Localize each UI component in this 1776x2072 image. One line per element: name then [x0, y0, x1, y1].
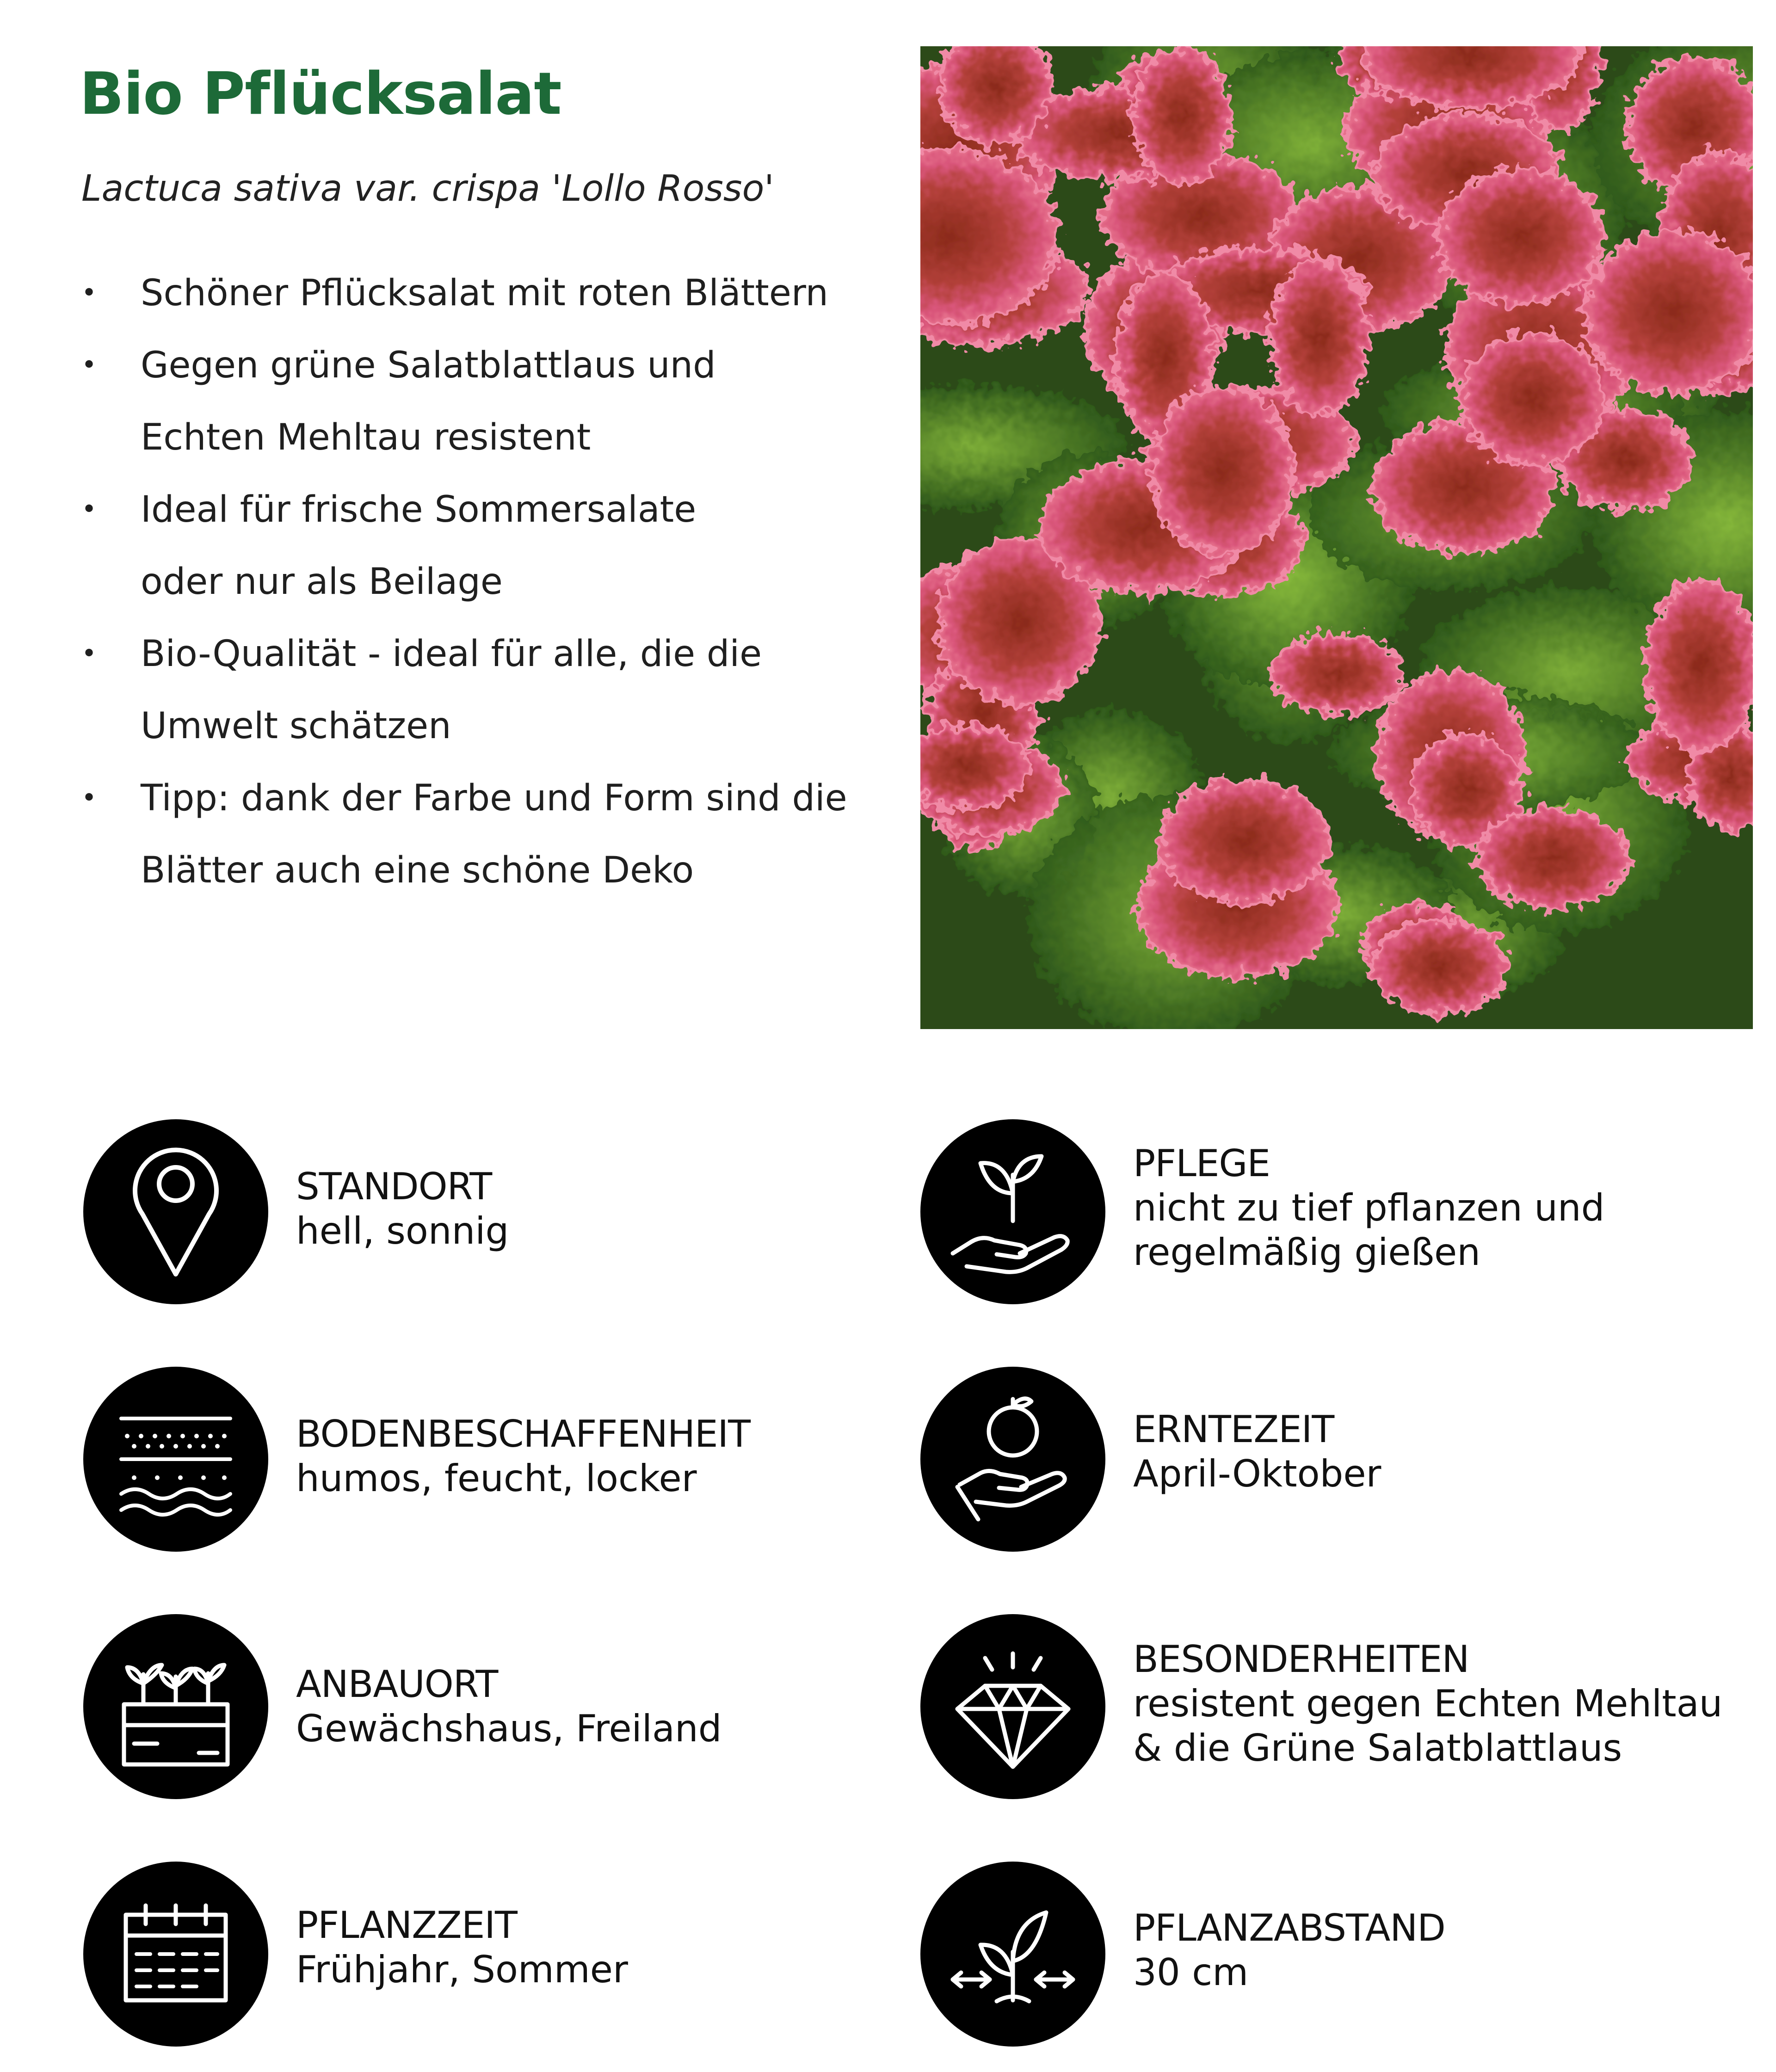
info-standort — [83, 1119, 870, 1304]
hand-fruit-icon — [920, 1367, 1105, 1552]
info-pflege — [920, 1119, 1753, 1304]
bullet-icon: • — [81, 783, 97, 813]
product-photo — [920, 46, 1753, 1029]
erntezeit-heading: ERNTEZEIT — [1133, 1408, 1334, 1451]
boden-value: humos, feucht, locker — [296, 1457, 697, 1500]
feature-item — [81, 762, 895, 906]
feature-text: Bio-Qualität - ideal für alle, die die — [141, 633, 762, 675]
info-besonderheiten — [920, 1614, 1753, 1799]
info-erntezeit — [920, 1367, 1753, 1552]
lettuce-red-leaf — [1438, 169, 1603, 305]
besonderheiten-heading: BESONDERHEITEN — [1133, 1638, 1469, 1681]
soil-layers-icon — [83, 1367, 268, 1552]
feature-item — [81, 257, 895, 329]
info-boden — [83, 1367, 870, 1552]
boden-heading: BODENBESCHAFFENHEIT — [296, 1412, 750, 1455]
feature-text: Tipp: dank der Farbe und Form sind die — [141, 777, 847, 819]
lettuce-red-leaf — [1271, 635, 1403, 714]
pflege-heading: PFLEGE — [1133, 1142, 1270, 1185]
info-anbauort — [83, 1614, 870, 1799]
plant-spacing-icon — [920, 1862, 1105, 2047]
feature-text: Umwelt schätzen — [141, 705, 451, 747]
hand-seedling-icon — [920, 1119, 1105, 1304]
product-title: Bio Pflücksalat — [80, 60, 561, 128]
feature-text: Blätter auch eine schöne Deko — [141, 850, 694, 891]
bullet-icon: • — [81, 278, 97, 308]
info-pflanzzeit — [83, 1862, 870, 2047]
feature-text: Ideal für frische Sommersalate — [141, 489, 697, 530]
lettuce-red-leaf — [1477, 809, 1629, 908]
lettuce-red-leaf — [1646, 580, 1753, 751]
standort-heading: STANDORT — [296, 1165, 492, 1208]
location-pin-icon — [83, 1119, 268, 1304]
anbauort-value: Gewächshaus, Freiland — [296, 1707, 722, 1750]
pflanzzeit-value: Frühjahr, Sommer — [296, 1948, 628, 1991]
feature-text: Echten Mehltau resistent — [141, 417, 591, 458]
lettuce-red-leaf — [1585, 231, 1753, 394]
latin-name: Lactuca sativa var. crispa 'Lollo Rosso' — [81, 168, 774, 210]
pflege-value: nicht zu tief pflanzen und regelmäßig gießen — [1133, 1186, 1605, 1274]
lettuce-red-leaf — [1462, 333, 1604, 464]
feature-item — [81, 329, 895, 474]
lettuce-red-leaf — [940, 46, 1052, 144]
besonderheiten-value: resistent gegen Echten Mehltau & die Grüne Salatblattlaus — [1133, 1682, 1723, 1770]
lettuce-red-leaf — [1270, 259, 1369, 415]
pflanzabstand-value: 30 cm — [1133, 1951, 1249, 1994]
feature-item — [81, 474, 895, 618]
feature-text: Gegen grüne Salatblattlaus und — [141, 345, 716, 386]
feature-list — [81, 257, 895, 906]
lettuce-red-leaf — [1160, 780, 1330, 902]
diamond-icon — [920, 1614, 1105, 1799]
lettuce-red-leaf — [1373, 920, 1507, 1014]
lettuce-red-leaf — [1134, 48, 1231, 185]
standort-value: hell, sonnig — [296, 1209, 509, 1252]
pflanzabstand-heading: PFLANZABSTAND — [1133, 1906, 1445, 1949]
pflanzzeit-heading: PFLANZZEIT — [296, 1904, 517, 1947]
bullet-icon: • — [81, 494, 97, 524]
planter-box-icon — [83, 1614, 268, 1799]
anbauort-heading: ANBAUORT — [296, 1663, 498, 1706]
info-pflanzabstand — [920, 1862, 1753, 2047]
feature-text: oder nur als Beilage — [141, 561, 503, 603]
calendar-icon — [83, 1862, 268, 2047]
erntezeit-value: April-Oktober — [1133, 1452, 1381, 1495]
lettuce-red-leaf — [920, 725, 1029, 809]
feature-text: Schöner Pflücksalat mit roten Blättern — [141, 272, 828, 314]
lettuce-illustration — [920, 46, 1753, 1029]
bullet-icon: • — [81, 350, 97, 380]
lettuce-red-leaf — [1151, 387, 1292, 555]
feature-item — [81, 618, 895, 762]
bullet-icon: • — [81, 639, 97, 669]
